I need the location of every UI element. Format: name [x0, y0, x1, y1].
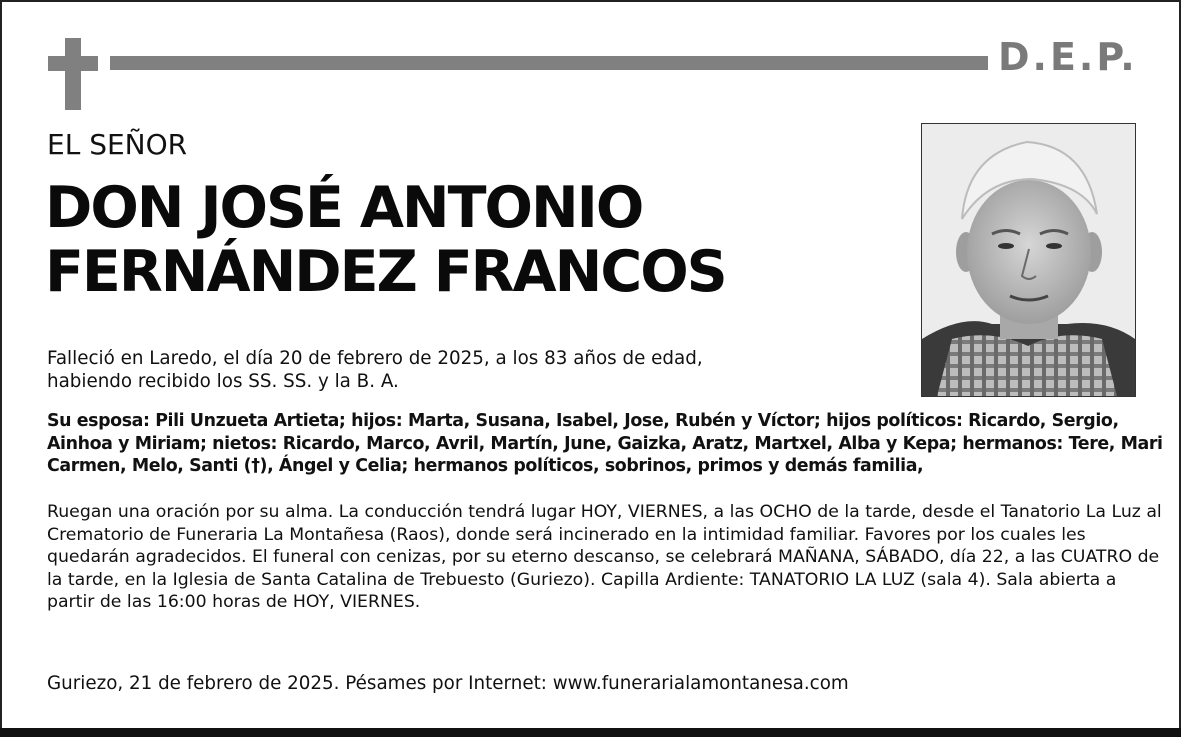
death-line-1: Falleció en Laredo, el día 20 de febrero de 2025, a los 83 años de edad, [47, 348, 703, 369]
header-rule [110, 56, 988, 70]
death-statement [47, 348, 907, 393]
bottom-bar [0, 728, 1181, 737]
death-line-2: habiendo recibido los SS. SS. y la B. A. [47, 370, 399, 392]
service-details: Ruegan una oración por su alma. La conducción tendrá lugar HOY, VIERNES, a las OCHO de la tarde, desde el Tanatorio La Luz al Crematorio de Funeraria La Montañesa (Raos), donde será incinerado en la intimidad familiar. Favores por los cuales les quedarán agradecidos. El funeral con cenizas, por su eterno descanso, se celebrará MAÑANA, SÁBADO, día 22, a las CUATRO de la tarde, en la Iglesia de Santa Catalina de Trebuesto (Guriezo). Capilla Ardiente: TANATORIO LA LUZ (sala 4). Sala abierta a partir de las 16:00 horas de HOY, VIERNES. [47, 502, 1162, 613]
cross-icon [48, 38, 98, 110]
dep-label: D.E.P. [998, 35, 1138, 79]
portrait-photo [921, 123, 1136, 397]
deceased-name [45, 176, 726, 304]
family-list: Su esposa: Pili Unzueta Artieta; hijos: Marta, Susana, Isabel, Jose, Rubén y Víctor; hijos políticos: Ricardo, Sergio, Ainhoa y Miriam; nietos: Ricardo, Marco, Avril, Martín, June, Gaizka, Aratz, Martxel, Alba y Kepa; hermanos: Tere, Mari Carmen, Melo, Santi (†), Ángel y Celia; hermanos políticos, sobrinos, primos y demás familia, [47, 411, 1163, 477]
closing-line: Guriezo, 21 de febrero de 2025. Pésames por Internet: www.funerarialamontanesa.com [47, 673, 849, 694]
name-line-2: FERNÁNDEZ FRANCOS [45, 239, 726, 305]
name-line-1: DON JOSÉ ANTONIO [45, 175, 643, 241]
title-prefix: EL SEÑOR [47, 128, 188, 161]
